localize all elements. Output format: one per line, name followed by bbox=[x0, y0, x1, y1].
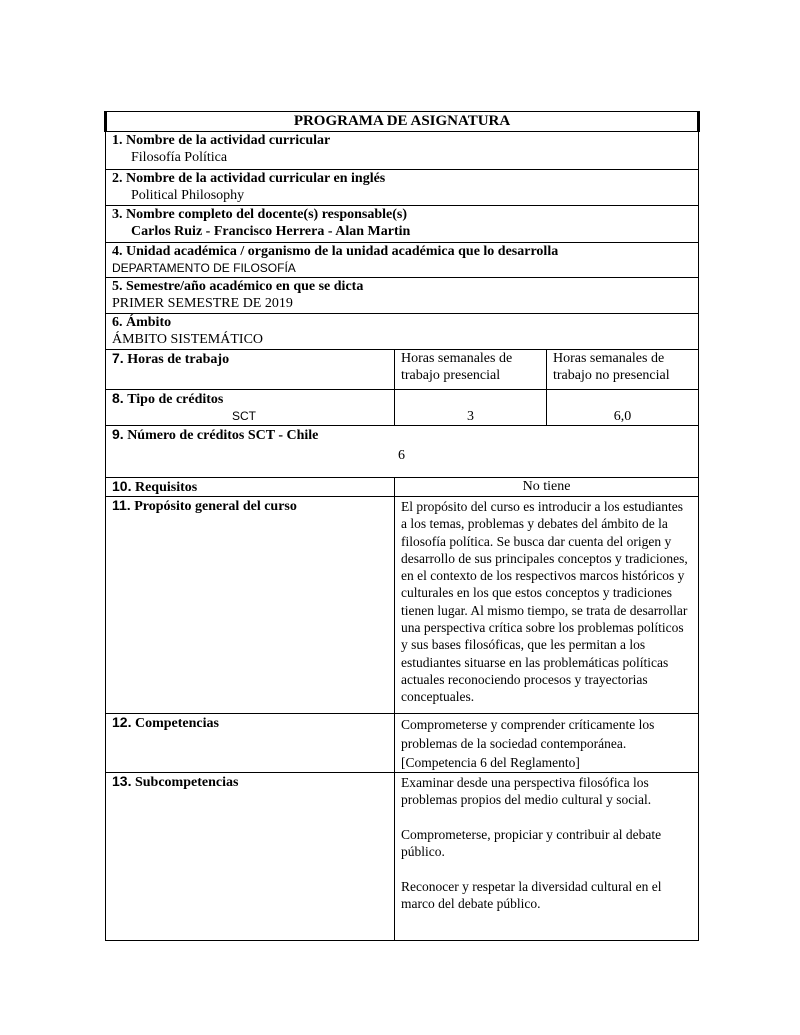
section-label: 4. Unidad académica / organismo de la unidad académica que lo desarrolla bbox=[112, 244, 559, 259]
course-purpose: El propósito del curso es introducir a los estudiantes a los temas, problemas y debates del ámbito de la filosofía política. Se busca dar cuenta del origen y desarrollo de sus principales conceptos y tradiciones, en el contexto de los respectivos marcos históricos y culturales en los que estos conceptos y tradiciones tienen lugar. Al mismo tiempo, se trata de desarrollar una perspectiva crítica sobre los problemas políticos y sus bases filosóficas, que les permitan a los estudiantes situarse en las problemáticas políticas actuales reconociendo procesos y trayectorias conceptuales. bbox=[395, 497, 699, 714]
section-11 bbox=[106, 497, 699, 714]
hours-no-presencial: 6,0 bbox=[547, 390, 699, 426]
course-name-english: Political Philosophy bbox=[131, 188, 245, 203]
section-label: Número de créditos SCT - Chile bbox=[127, 428, 319, 443]
section-12 bbox=[106, 714, 699, 773]
document-title: PROGRAMA DE ASIGNATURA bbox=[106, 112, 699, 132]
section-1 bbox=[106, 132, 699, 170]
section-number: 7. bbox=[112, 350, 124, 366]
subcompetency: Comprometerse, propiciar y contribuir al debate público. bbox=[401, 826, 662, 860]
section-label: Subcompetencias bbox=[134, 775, 239, 790]
section-label: Tipo de créditos bbox=[127, 392, 224, 407]
section-label: 3. Nombre completo del docente(s) responsable(s) bbox=[112, 207, 408, 222]
academic-unit: DEPARTAMENTO DE FILOSOFÍA bbox=[112, 261, 296, 275]
section-3 bbox=[106, 206, 699, 243]
section-8 bbox=[106, 390, 699, 426]
section-10 bbox=[106, 478, 699, 497]
section-4 bbox=[106, 243, 699, 278]
section-number: 11. bbox=[112, 497, 131, 513]
subcompetency: Reconocer y respetar la diversidad cultural en el marco del debate público. bbox=[401, 878, 662, 912]
section-label: Competencias bbox=[134, 716, 219, 731]
competency: Comprometerse y comprender críticamente los problemas de la sociedad contemporánea. bbox=[401, 717, 655, 751]
section-label: Requisitos bbox=[134, 480, 198, 495]
section-6 bbox=[106, 314, 699, 350]
section-number: 12. bbox=[112, 714, 132, 730]
hours-presencial-header: Horas semanales de trabajo presencial bbox=[395, 350, 547, 390]
section-label: 6. Ámbito bbox=[112, 315, 172, 330]
section-number: 8. bbox=[112, 390, 124, 406]
section-label: Propósito general del curso bbox=[134, 499, 297, 514]
semester: PRIMER SEMESTRE DE 2019 bbox=[112, 296, 293, 311]
scope: ÁMBITO SISTEMÁTICO bbox=[112, 332, 264, 347]
section-number: 13. bbox=[112, 773, 132, 789]
competency-note: [Competencia 6 del Reglamento] bbox=[401, 755, 580, 770]
requirements: No tiene bbox=[395, 478, 699, 497]
section-number: 9. bbox=[112, 426, 124, 442]
section-7 bbox=[106, 350, 699, 390]
section-13 bbox=[106, 773, 699, 941]
section-label: 5. Semestre/año académico en que se dicta bbox=[112, 279, 364, 294]
hours-presencial: 3 bbox=[395, 390, 547, 426]
section-label: Horas de trabajo bbox=[127, 352, 230, 367]
section-label: 1. Nombre de la actividad curricular bbox=[112, 133, 331, 148]
credit-count: 6 bbox=[398, 448, 405, 463]
section-5 bbox=[106, 278, 699, 314]
section-label: 2. Nombre de la actividad curricular en inglés bbox=[112, 171, 386, 186]
section-2 bbox=[106, 170, 699, 206]
instructors: Carlos Ruiz - Francisco Herrera - Alan Martin bbox=[131, 224, 411, 239]
credit-type: SCT bbox=[232, 409, 256, 423]
section-9 bbox=[106, 426, 699, 478]
section-number: 10. bbox=[112, 478, 132, 494]
hours-no-presencial-header: Horas semanales de trabajo no presencial bbox=[547, 350, 699, 390]
subcompetency: Examinar desde una perspectiva filosófica los problemas propios del medio cultural y social. bbox=[401, 775, 652, 808]
program-table bbox=[104, 111, 700, 941]
course-name: Filosofía Política bbox=[131, 150, 228, 165]
